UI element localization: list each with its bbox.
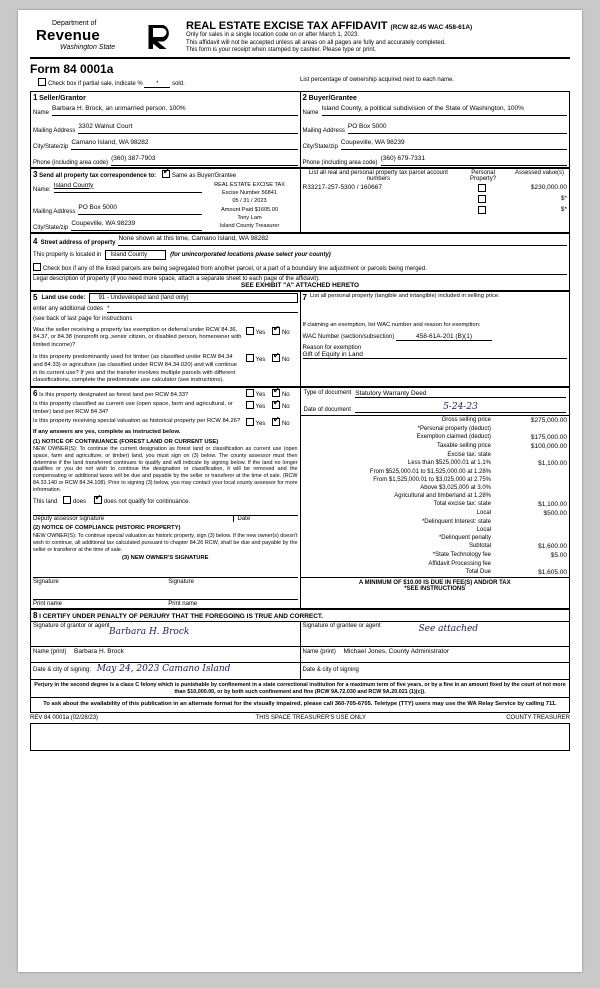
row-value-total-due[interactable]: $1,605.00	[538, 568, 567, 576]
table-row	[301, 526, 570, 534]
timber-question-label: Is this property predominantly used for timber (as classified under RCW 84.34 and 84.33) or agriculture (as classified under RCW 84.34.020) and will continue in its current use? If yes and the transfer involves multiple parcels with different classifications, complete the predominate use calculator (see instructions).	[33, 354, 237, 384]
historic-compliance-body: NEW OWNER(S): To continue special valuation as historic property, sign (3) below. If the new owner(s) doesn't wish to continue, all additional tax calculated pursuant to chapter 84.26 RCW, shall be due and payable by the seller or transferor at the time of sale.	[33, 533, 298, 553]
row-label-exemption: Exemption claimed (deduct)	[416, 433, 491, 440]
row-value-tier3[interactable]	[493, 476, 569, 484]
table-row	[301, 194, 570, 205]
exemption-yes-checkbox[interactable]	[246, 327, 254, 335]
table-row	[301, 415, 570, 425]
grantor-date-label: Date & city of signing:	[33, 666, 92, 673]
stamp-line-3: 05 / 31 / 2023	[232, 198, 267, 205]
form-title	[186, 20, 570, 32]
timber-no-label: No	[281, 357, 290, 364]
wac-number-value[interactable]: 458-61A-201 (B)(1)	[396, 333, 492, 341]
personal-property-checkbox-2[interactable]	[456, 194, 510, 205]
table-row	[301, 433, 570, 442]
form-header	[30, 20, 570, 59]
section5-cell	[31, 291, 301, 386]
buyer-cell	[300, 91, 570, 167]
exemption-yes-label: Yes	[255, 329, 266, 336]
currentuse-yes-checkbox[interactable]	[246, 401, 254, 409]
table-row	[301, 425, 570, 433]
seller-name-label: Name	[33, 109, 50, 116]
section4-cell	[31, 233, 570, 290]
table-row	[301, 205, 570, 216]
row-value-tier1[interactable]: $1,100.00	[538, 459, 567, 467]
deputy-signature-label[interactable]: Deputy assessor signature	[33, 516, 105, 523]
legal-description-value[interactable]: SEE EXHIBIT "A" ATTACHED HERETO	[240, 281, 360, 289]
grantor-date-cell[interactable]	[31, 662, 301, 679]
continuance-title: (1) NOTICE OF CONTINUANCE (FOREST LAND OR CURRENT USE)	[33, 438, 219, 445]
row-label-delinq-local: Local	[476, 526, 491, 533]
row-label-tier3: From $1,525,000.01 to $3,025,000 at 2.75%	[373, 476, 491, 483]
row-value-procfee[interactable]	[493, 560, 569, 568]
table-row	[301, 551, 570, 560]
section3-heading: Send all property tax correspondence to:	[39, 172, 157, 179]
availability-note: To ask about the availability of this publication in an alternate format for the visually impaired, please call 360-705-6705. Teletype (TTY) users may use the WA Relay Service by calling 711.	[43, 701, 557, 708]
row-label-subtotal: Subtotal	[468, 542, 491, 549]
assessed-col-header: Assessed value(s)	[514, 169, 564, 176]
grantee-signature-label: Signature of grantee or agent	[302, 622, 381, 629]
grantor-signature-label: Signature of grantor or agent	[33, 622, 110, 629]
certify-cell	[31, 609, 570, 621]
title-block	[180, 20, 570, 55]
row-label-total-state: Total excise tax: state	[433, 500, 491, 507]
section4-label: Street address of property	[40, 239, 116, 246]
row-value-local[interactable]: $500.00	[543, 509, 567, 517]
row-label-tier4: Above $3,025,000 at 3.0%	[420, 484, 491, 491]
stamp-line-6: Island County Treasurer	[219, 223, 280, 230]
seller-section-number: 1	[33, 92, 38, 102]
row-value-exemption[interactable]: $175,000.00	[530, 433, 567, 441]
grantee-name-value: Michael Jones, County Administrator	[343, 647, 450, 655]
timber-yes-checkbox[interactable]	[246, 354, 254, 362]
footer-bar	[30, 715, 570, 721]
table-row	[301, 442, 570, 451]
row-label-delinq-state: *Delinquent Interest: state	[421, 518, 491, 525]
grantee-signature-cell[interactable]	[300, 621, 570, 646]
seller-name-value[interactable]: Barbara H. Brock, an unmarried person, 100%	[52, 105, 297, 116]
table-row	[301, 560, 570, 568]
revenue-logo-icon	[144, 22, 174, 52]
row-label-tier2: From $525,000.01 to $1,525,000.00 at 1.28%	[369, 468, 491, 475]
historic-no-checkbox[interactable]	[272, 418, 280, 426]
forest-land-question: Is this property designated as forest land per RCW 84.33?	[39, 391, 189, 398]
form-number: Form 84 0001a	[30, 61, 114, 76]
deputy-date-label[interactable]: Date	[233, 516, 298, 522]
personal-property-intro: List all personal property (tangible and intangible) included in selling price.	[309, 292, 500, 299]
new-owner-print-1[interactable]: Print name	[33, 600, 63, 607]
row-value-ag[interactable]	[493, 492, 569, 500]
exemption-claim-label: If claiming an exemption, list WAC number and reason for exemption:	[302, 321, 481, 328]
located-in-select[interactable]: Island County	[105, 250, 166, 260]
section8-number: 8	[33, 610, 38, 620]
parties-table	[30, 91, 570, 168]
parcel-col-header: List all real and personal property tax parcel account numbers	[308, 169, 448, 182]
see-back-note: (see back of last page for instructions	[33, 315, 133, 322]
table-row	[301, 468, 570, 476]
buyer-phone-label: Phone (including area code)	[302, 159, 378, 166]
row-label-gross: Gross selling price	[441, 416, 491, 423]
document-page	[18, 10, 582, 972]
does-qualify-checkbox[interactable]	[63, 496, 71, 504]
grantee-date-label: Date & city of signing	[302, 666, 359, 673]
seller-phone-value[interactable]: (360) 387-7903	[111, 155, 297, 166]
landuse-label: Land use code:	[41, 294, 86, 301]
corr-name-label: Name:	[33, 186, 51, 193]
corr-mailing-value[interactable]: PO Box 5000	[78, 204, 201, 215]
segregation-checkbox[interactable]	[33, 263, 41, 271]
seller-mailing-value[interactable]: 3302 Walnut Court	[78, 123, 297, 134]
row-value-personal[interactable]	[493, 425, 569, 433]
located-in-note: (for unincorporated locations please select your county)	[170, 251, 331, 258]
seller-heading: Seller/Grantor	[39, 94, 86, 102]
row-value-taxable[interactable]: $100,000.00	[530, 442, 567, 450]
grantor-signature-cell[interactable]	[31, 621, 301, 646]
table-row	[301, 518, 570, 526]
row-label-penalty: *Delinquent penalty	[438, 534, 491, 541]
grantor-name-value: Barbara H. Brock	[74, 647, 124, 655]
tax-rows-table	[301, 415, 570, 577]
row-label-ag: Agricultural and timberland at 1.28%	[394, 492, 491, 499]
form-title-text: REAL ESTATE EXCISE TAX AFFIDAVIT	[186, 20, 388, 32]
currentuse-no-checkbox[interactable]	[272, 401, 280, 409]
parcel-cell	[300, 168, 570, 232]
parcel-number-1[interactable]: R33217-257-5300 / 160667	[302, 183, 383, 191]
grantee-name-cell[interactable]	[300, 646, 570, 662]
table-row	[301, 509, 570, 518]
new-owner-signature-2[interactable]: Signature	[168, 578, 194, 585]
historic-no-label: No	[281, 421, 290, 428]
parcel-number-2[interactable]	[301, 194, 457, 205]
table-row	[301, 542, 570, 551]
row-value-techfee[interactable]: $5.00	[550, 551, 567, 559]
row-label-excise-state: Excise tax: state	[447, 451, 491, 458]
seller-citystate-label: City/State/zip	[33, 143, 69, 150]
correspondence-table	[30, 168, 570, 233]
section6-number: 6	[33, 388, 38, 398]
exemption-no-label: No	[281, 329, 290, 336]
buyer-citystate-value[interactable]: Coupeville, WA 98239	[341, 139, 567, 150]
new-owner-print-2[interactable]: Print name	[168, 600, 198, 607]
partial-sale-label: Check box if partial sale, indicate %	[48, 80, 143, 87]
section7-number: 7	[302, 292, 307, 302]
table-row	[301, 183, 570, 194]
treasurer-use-box	[30, 723, 570, 751]
section5-number: 5	[33, 293, 38, 303]
row-label-techfee: *State Technology fee	[432, 551, 491, 558]
seller-cell	[31, 91, 301, 167]
if-any-yes-note: If any answers are yes, complete as instructed below.	[33, 429, 181, 436]
correspondence-cell	[31, 168, 301, 232]
seller-phone-label: Phone (including area code)	[33, 159, 109, 166]
property-address-value[interactable]: None shown at this time, Camano Island, WA 98282	[118, 235, 567, 246]
buyer-mailing-label: Mailing Address	[302, 127, 345, 134]
continuance-and-tax-table	[30, 387, 570, 609]
treasurer-use-label: THIS SPACE TREASURER'S USE ONLY	[255, 714, 367, 721]
forest-yes-label: Yes	[255, 391, 266, 398]
certification-table	[30, 609, 570, 680]
timber-yes-label: Yes	[255, 357, 266, 364]
row-label-taxable: Taxable selling price	[436, 442, 491, 449]
table-row	[301, 484, 570, 492]
row-label-tier1: Less than $525,000.01 at 1.1%	[407, 459, 491, 466]
partial-sale-sold: sold.	[172, 80, 185, 87]
table-row	[301, 568, 570, 577]
row-label-personal: *Personal property (deduct)	[417, 425, 491, 432]
table-row	[301, 451, 570, 459]
forest-no-label: No	[281, 391, 290, 398]
grantee-name-label: Name (print)	[302, 648, 336, 655]
grantee-date-cell[interactable]	[300, 662, 570, 679]
row-label-local: Local	[476, 509, 491, 516]
exemption-question-label: Was the seller receiving a property tax exemption or deferral under RCW 84.36, 84.37, or 84.38 (nonprofit org.,senior citizen, or disabled person, homeowner with limited income)?	[33, 326, 242, 348]
row-value-tier2[interactable]	[493, 468, 569, 476]
corr-mailing-label: Mailing Address	[33, 208, 76, 215]
additional-codes-value[interactable]: *	[107, 306, 297, 313]
stamp-line-2: Excise Number 56841	[221, 189, 278, 196]
does-label: does	[73, 499, 87, 506]
county-treasurer-label: COUNTY TREASURER	[506, 714, 570, 721]
personal-property-checkbox-3[interactable]	[456, 205, 510, 216]
assessed-value-3[interactable]: $*	[560, 205, 567, 213]
doc-date-value[interactable]: 5-24-23	[355, 402, 566, 413]
affidavit-form	[30, 20, 570, 751]
legal-description-label: Legal description of property (if you need more space, attach a separate sheet to each page of the affidavit).	[33, 275, 320, 282]
row-label-total-due: Total Due	[465, 568, 491, 575]
stamp-line-4: Amount Paid $1605.00	[221, 206, 278, 213]
row-value-tier4[interactable]	[493, 484, 569, 492]
perjury-note: Perjury in the second degree is a class C felony which is punishable by confinement in a state correctional institution for a maximum term of five years, or by a fine in an amount fixed by the court of not more than $10,000.00, or by both such confinement and fine (RCW 9A.72.030 and RCW 9A.20.021 (1)(c)).	[34, 681, 566, 695]
partial-sale-percent[interactable]: *	[144, 81, 170, 88]
landuse-and-price-table	[30, 291, 570, 387]
row-value-excise-state[interactable]	[493, 451, 569, 459]
new-owner-signature-title: (3) NEW OWNER'S SIGNATURE	[121, 555, 209, 562]
tax-calculation-cell	[300, 387, 570, 608]
buyer-name-label: Name	[302, 109, 319, 116]
section7-cell	[300, 291, 570, 386]
assessed-value-2[interactable]: $*	[560, 194, 567, 202]
personal-col-header: Personal Property?	[470, 169, 497, 182]
reason-value[interactable]: Gift of Equity in Land	[303, 351, 568, 359]
percentage-note: List percentage of ownership acquired next to each name.	[300, 76, 455, 83]
seller-citystate-value[interactable]: Camano Island, WA 98282	[71, 139, 297, 150]
availability-block	[30, 698, 570, 713]
agency-block	[30, 20, 180, 55]
grantor-date-value: May 24, 2023 Camano Island	[96, 663, 231, 674]
header-note-3: This form is your receipt when stamped by cashier. Please type or print.	[186, 47, 377, 53]
revision-number: REV 84 0001a (02/28/23)	[30, 714, 99, 721]
row-value-total-state[interactable]: $1,100.00	[538, 500, 567, 508]
doc-type-label: Type of document	[303, 389, 352, 396]
buyer-heading: Buyer/Grantee	[308, 94, 357, 102]
row-value-penalty[interactable]	[493, 534, 569, 542]
partial-sale-row	[38, 78, 300, 88]
buyer-citystate-label: City/State/zip	[302, 143, 338, 150]
parcel-number-3[interactable]	[301, 205, 457, 216]
grantor-signature-value: Barbara H. Brock	[109, 626, 190, 637]
currentuse-yes-label: Yes	[255, 404, 266, 411]
row-value-delinq-state[interactable]	[493, 518, 569, 526]
buyer-name-value[interactable]: Island County, a political subdivision of the State of Washington, 100%	[322, 105, 567, 116]
treasurer-stamp	[202, 179, 298, 231]
same-as-buyer-label: Same as Buyer/Grantee	[171, 172, 237, 179]
grantor-name-cell[interactable]	[31, 646, 301, 662]
timber-no-checkbox[interactable]	[272, 354, 280, 362]
state-label: Washington State	[60, 44, 116, 51]
personal-property-checkbox-1[interactable]	[456, 183, 510, 194]
reason-label: Reason for exemption	[302, 345, 362, 352]
corr-name-value[interactable]: Island County	[54, 182, 202, 193]
historic-question: Is this property receiving special valuation as historical property per RCW 84.26?	[33, 418, 241, 425]
buyer-section-number: 2	[302, 92, 307, 102]
current-use-question: Is this property classified as current use (open space, farm and agricultural, or timber) land per RCW 84.34?	[33, 401, 233, 415]
row-label-procfee: Affidavit Processing fee	[428, 560, 491, 567]
table-row	[301, 492, 570, 500]
certify-statement: I CERTIFY UNDER PENALTY OF PERJURY THAT THE FOREGOING IS TRUE AND CORRECT.	[39, 612, 323, 620]
revenue-wordmark: Revenue	[36, 27, 100, 44]
this-land-label: This land	[33, 499, 58, 506]
same-as-buyer-checkbox[interactable]	[162, 170, 170, 178]
landuse-select[interactable]: 91 - Undeveloped land (land only)	[89, 293, 297, 303]
historic-yes-label: Yes	[255, 421, 266, 428]
header-note-1: Only for sales in a single location code on or after March 1, 2023.	[186, 32, 360, 38]
stamp-line-5: Tony Lam	[237, 215, 262, 222]
corr-citystate-value[interactable]: Coupeville, WA 98239	[71, 220, 201, 231]
continuance-body: NEW OWNER(S): To continue the current designation as forest land or classification as current use (open space, farm and agriculture, or timber) land, you must sign on (3) below. The county assessor must then determine if the land transferred continues to qualify and will indicate by signing below. If the land no longer qualifies or you do not wish to continue the designation or classification, it will be removed and the compensating or additional taxes will be due and payable by the seller or transferor at the time of sale. (RCW 84.33.140 or RCW 84.34.108). Prior to signing (3) below, you may contact your local county assessor for more information.	[33, 446, 298, 493]
doc-date-label: Date of document	[303, 406, 351, 413]
new-owner-signature-1[interactable]: Signature	[33, 578, 59, 585]
row-value-delinq-local[interactable]	[493, 526, 569, 534]
section6-cell	[31, 387, 301, 608]
forest-yes-checkbox[interactable]	[246, 389, 254, 397]
property-address-table	[30, 233, 570, 291]
grantee-signature-value: See attached	[418, 623, 479, 634]
currentuse-no-label: No	[281, 404, 290, 411]
grantor-name-label: Name (print)	[33, 648, 67, 655]
additional-codes-label: enter any additional codes	[33, 306, 104, 313]
see-instructions-note: *SEE INSTRUCTIONS	[404, 585, 466, 592]
row-value-gross[interactable]: $275,000.00	[530, 416, 567, 424]
assessed-value-1[interactable]: $230,000.00	[530, 183, 567, 191]
table-row	[301, 476, 570, 484]
corr-citystate-label: City/State/zip	[33, 224, 69, 231]
form-title-note: (RCW 82.45 WAC 458-61A)	[390, 24, 473, 31]
stamp-line-1: REAL ESTATE EXCISE TAX	[214, 181, 285, 188]
minimum-due-note: A MINIMUM OF $10.00 IS DUE IN FEE(S) AND/OR TAX	[358, 579, 511, 586]
buyer-phone-value[interactable]: (360) 679-7331	[381, 155, 567, 166]
table-row	[301, 500, 570, 509]
historic-yes-checkbox[interactable]	[246, 418, 254, 426]
segregation-label: Check box if any of the listed parcels are being segregated from another parcel, or a part of a boundary line adjustment or parcels being merged.	[43, 265, 427, 272]
historic-compliance-title: (2) NOTICE OF COMPLIANCE (HISTORIC PROPERTY)	[33, 525, 181, 532]
buyer-mailing-value[interactable]: PO Box 5000	[348, 123, 567, 134]
footer-notes	[30, 680, 570, 699]
table-row	[301, 459, 570, 468]
row-value-subtotal[interactable]: $1,600.00	[538, 542, 567, 550]
table-row	[301, 534, 570, 542]
exemption-no-checkbox[interactable]	[272, 327, 280, 335]
doc-type-value[interactable]: Statutory Warranty Deed	[355, 390, 566, 398]
located-in-label: This property is located in	[33, 251, 102, 258]
does-not-label: does not qualify for continuance.	[103, 499, 191, 506]
does-not-qualify-checkbox[interactable]	[94, 496, 102, 504]
seller-mailing-label: Mailing Address	[33, 127, 76, 134]
wac-number-label: WAC Number (section/subsection)	[302, 334, 395, 341]
header-note-2: This affidavit will not be accepted unless all areas on all pages are fully and accurately completed.	[186, 39, 446, 46]
forest-no-checkbox[interactable]	[272, 389, 280, 397]
section3-number: 3	[33, 169, 38, 179]
partial-sale-checkbox[interactable]	[38, 78, 46, 86]
section4-number: 4	[33, 236, 38, 246]
department-label: Department of	[52, 20, 97, 27]
